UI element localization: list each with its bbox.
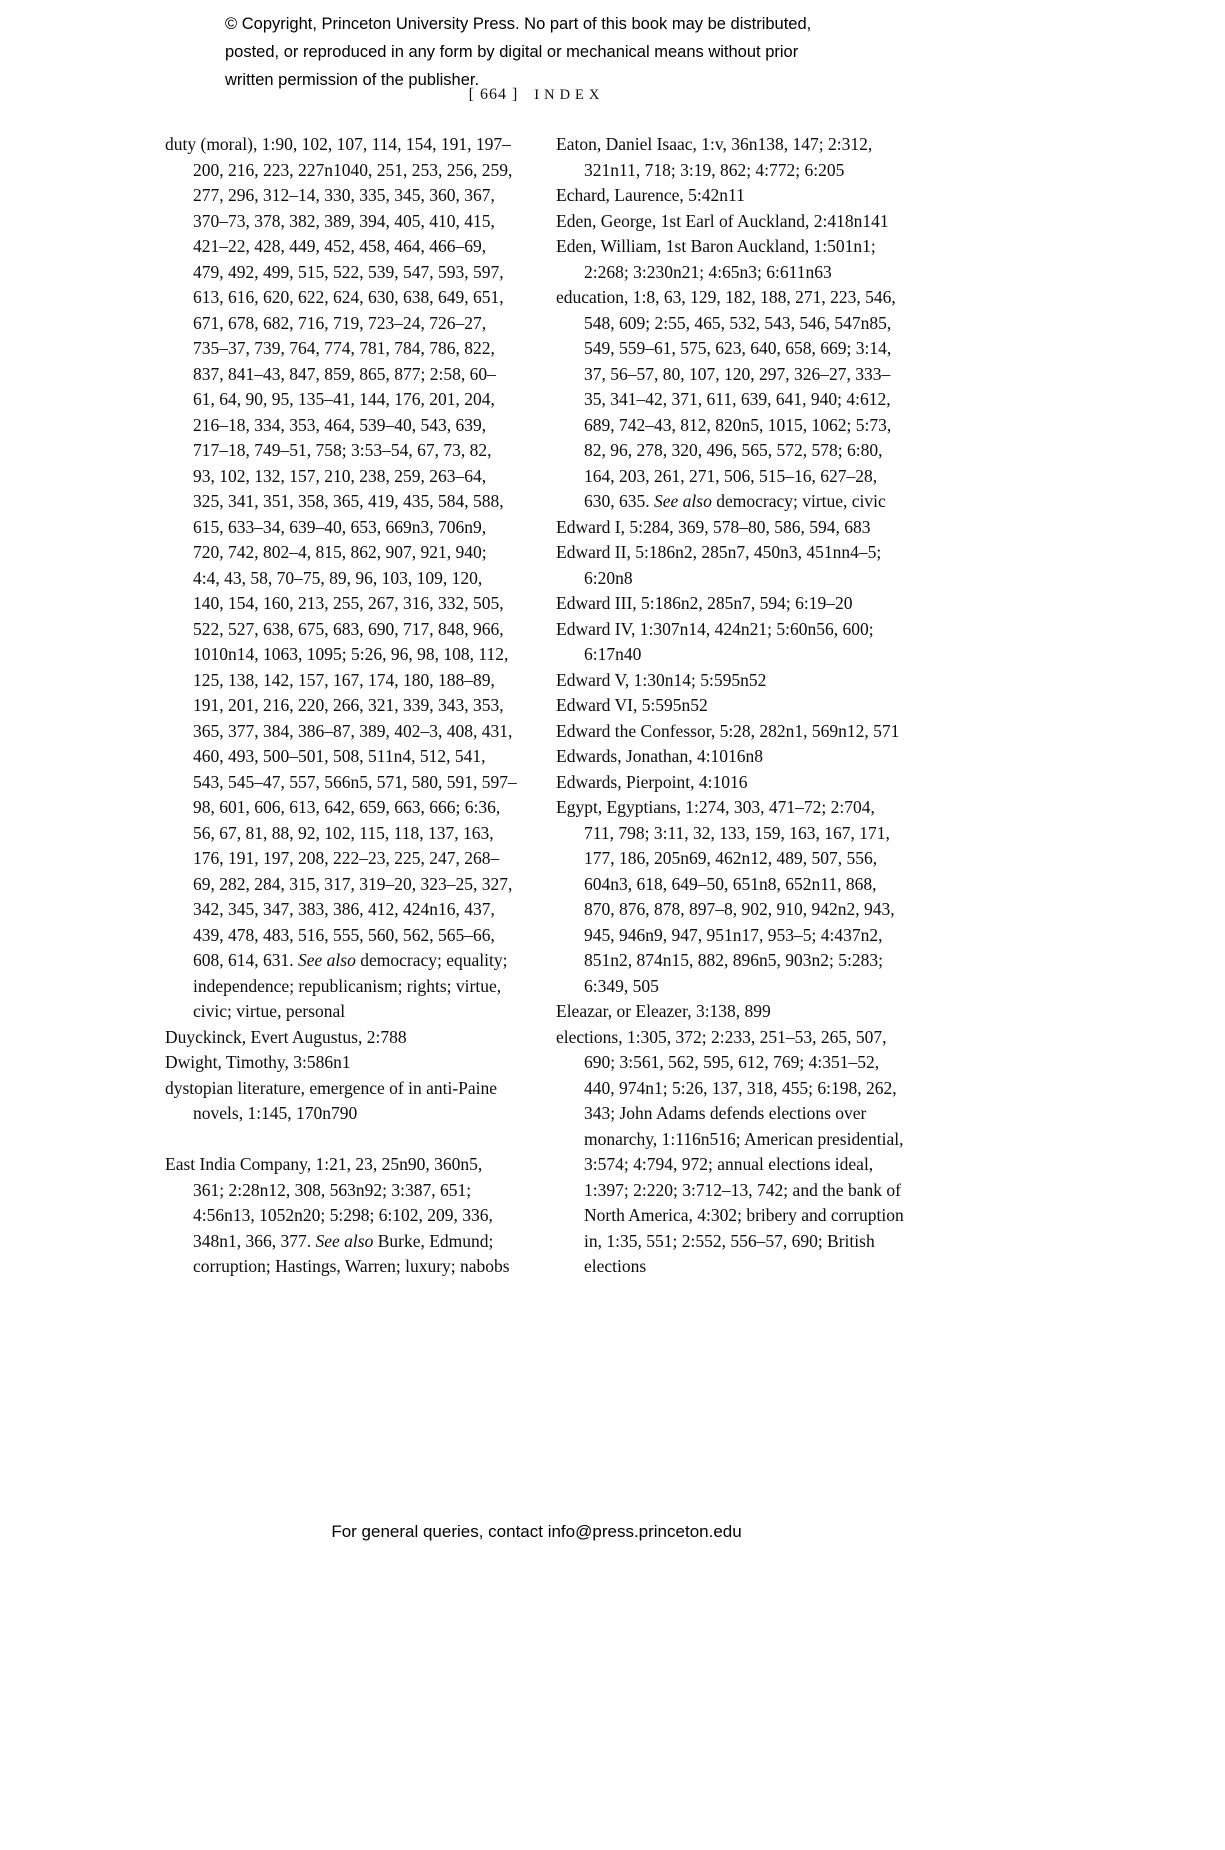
entry-text: Eaton, Daniel Isaac, 1:v, 36n138, 147; 2:312, 321n11, 718; 3:19, 862; 4:772; 6:205 — [556, 134, 873, 180]
page-number: [ 664 ] — [468, 86, 519, 103]
index-entry — [556, 744, 908, 770]
index-entry — [556, 668, 908, 694]
index-entry — [556, 999, 908, 1025]
entry-text: dystopian literature, emergence of in anti-Paine novels, 1:145, 170n790 — [165, 1077, 498, 1123]
index-entry — [556, 795, 908, 999]
index-entry — [165, 132, 517, 1025]
entry-text: democracy; virtue, civic — [711, 491, 886, 511]
index-entry — [556, 234, 908, 285]
index-entry — [556, 770, 908, 796]
entry-text: Edward V, 1:30n14; 5:595n52 — [556, 669, 767, 690]
entry-text: Burke, Edmund; corruption; Hastings, Warren; luxury; nabobs — [193, 1230, 510, 1276]
entry-text: Egypt, Egyptians, 1:274, 303, 471–72; 2:704, 711, 798; 3:11, 32, 133, 159, 163, 167, 171, 177, 186, 205n69, 462n12, 489, 507, 556, 604n3, 618, 649–50, 651n8, 652n11, 868, 870, 876, 878, 897–8, 902, 910, 942n2, 943, 945, 946n9, 947, 951n17, 953–5; 4:437n2, 851n2, 874n15, 882, 896n5, 903n2; 5:283; 6:349, 505 — [556, 797, 895, 996]
index-entry — [556, 693, 908, 719]
entry-text: Edward the Confessor, 5:28, 282n1, 569n12, 571 — [556, 720, 900, 741]
entry-text: Edward IV, 1:307n14, 424n21; 5:60n56, 600; 6:17n40 — [556, 618, 874, 664]
entry-text: Edwards, Jonathan, 4:1016n8 — [556, 746, 764, 766]
entry-text: Dwight, Timothy, 3:586n1 — [165, 1052, 351, 1072]
entry-text: Edward I, 5:284, 369, 578–80, 586, 594, 683 — [556, 516, 871, 537]
entry-text: Echard, Laurence, 5:42n11 — [556, 185, 745, 205]
entry-text: Edward III, 5:186n2, 285n7, 594; 6:19–20 — [556, 593, 853, 613]
entry-text: elections, 1:305, 372; 2:233, 251–53, 265, 507, 690; 3:561, 562, 595, 612, 769; 4:351–52, 440, 974n1; 5:26, 137, 318, 455; 6:198, 262, 343; John Adams defends elections over monarchy, 1:116n516; American presidential, 3:574; 4:794, 972; annual elections ideal, 1:397; 2:220; 3:712–13, 742; and the bank of North America, 4:302; bribery and corruption in, 1:35, 551; 2:552, 556–57, 690; British elections — [556, 1026, 904, 1276]
index-entry — [556, 515, 908, 541]
index-entry — [556, 183, 908, 209]
entry-text: Eleazar, or Eleazer, 3:138, 899 — [556, 1001, 771, 1021]
entry-text: East India Company, 1:21, 23, 25n90, 360n5, 361; 2:28n12, 308, 563n92; 3:387, 651; 4:56n13, 1052n20; 5:298; 6:102, 209, 336, 348n1, 366, 377. — [165, 1154, 493, 1251]
index-entry — [165, 1076, 517, 1127]
index-entry — [556, 591, 908, 617]
index-entry — [165, 1050, 517, 1076]
footer-queries-note: For general queries, contact info@press.princeton.edu — [331, 1522, 742, 1541]
index-columns — [165, 132, 908, 1280]
entry-text: duty (moral), 1:90, 102, 107, 114, 154, 191, 197–200, 216, 223, 227n1040, 251, 253, 256, 259, 277, 296, 312–14, 330, 335, 345, 360, 367, 370–73, 378, 382, 389, 394, 405, 410, 415, 421–22, 428, 449, 452, 458, 464, 466–69, 479, 492, 499, 515, 522, 539, 547, 593, 597, 613, 616, 620, 622, 624, 630, 638, 649, 651, 671, 678, 682, 716, 719, 723–24, 726–27, 735–37, 739, 764, 774, 781, 784, 786, 822, 837, 841–43, 847, 859, 865, 877; 2:58, 60–61, 64, 90, 95, 135–41, 144, 176, 201, 204, 216–18, 334, 353, 464, 539–40, 543, 639, 717–18, 749–51, 758; 3:53–54, 67, 73, 82, 93, 102, 132, 157, 210, 238, 259, 263–64, 325, 341, 351, 358, 365, 419, 435, 584, 588, 615, 633–34, 639–40, 653, 669n3, 706n9, 720, 742, 802–4, 815, 862, 907, 921, 940; 4:4, 43, 58, 70–75, 89, 96, 103, 109, 120, 140, 154, 160, 213, 255, 267, 316, 332, 505, 522, 527, 638, 675, 683, 690, 717, 848, 966, 1010n14, 1063, 1095; 5:26, 96, 98, 108, 112, 125, 138, 142, 157, 167, 174, 180, 188–89, 191, 201, 216, 220, 266, 321, 339, 343, 353, 365, 377, 384, 386–87, 389, 402–3, 408, 431, 460, 493, 500–501, 508, 511n4, 512, 541, 543, 545–47, 557, 566n5, 571, 580, 591, 597–98, 601, 606, 613, 642, 659, 663, 666; 6:36, 56, 67, 81, 88, 92, 102, 115, 118, 137, 163, 176, 191, 197, 208, 222–23, 225, 247, 268–69, 282, 284, 315, 317, 319–20, 323–25, 327, 342, 345, 347, 383, 386, 412, 424n16, 437, 439, 478, 483, 516, 555, 560, 562, 565–66, 608, 614, 631. — [165, 134, 517, 970]
index-entry — [556, 209, 908, 235]
index-entry — [556, 132, 908, 183]
page-header — [165, 86, 908, 104]
index-entry — [556, 540, 908, 591]
index-entry — [556, 1025, 908, 1280]
entry-text: Duyckinck, Evert Augustus, 2:788 — [165, 1026, 407, 1047]
entry-text: democracy; equality; independence; republicanism; rights; virtue, civic; virtue, personal — [193, 950, 508, 1021]
entry-text: Edward VI, 5:595n52 — [556, 695, 708, 715]
index-title: INDEX — [534, 87, 605, 103]
index-column-left — [165, 132, 517, 1280]
entry-text: Edward II, 5:186n2, 285n7, 450n3, 451nn4–5; 6:20n8 — [556, 542, 882, 588]
index-entry — [556, 719, 908, 745]
entry-text: Eden, George, 1st Earl of Auckland, 2:418n141 — [556, 210, 889, 231]
index-entry — [556, 285, 908, 515]
entry-text: Eden, William, 1st Baron Auckland, 1:501n1; 2:268; 3:230n21; 4:65n3; 6:611n63 — [556, 236, 876, 282]
copyright-notice: © Copyright, Princeton University Press. No part of this book may be distributed, posted, or reproduced in any form by digital or mechanical means without prior written permission of the publisher. — [225, 15, 812, 89]
see-also-label: See also — [654, 491, 712, 511]
see-also-label: See also — [315, 1230, 374, 1251]
see-also-label: See also — [298, 950, 356, 970]
entry-text: education, 1:8, 63, 129, 182, 188, 271, 223, 546, 548, 609; 2:55, 465, 532, 543, 546, 547n85, 549, 559–61, 575, 623, 640, 658, 669; 3:14, 37, 56–57, 80, 107, 120, 297, 326–27, 333–35, 341–42, 371, 611, 639, 641, 940; 4:612, 689, 742–43, 812, 820n5, 1015, 1062; 5:73, 82, 96, 278, 320, 496, 565, 572, 578; 6:80, 164, 203, 261, 271, 506, 515–16, 627–28, 630, 635. — [556, 287, 896, 511]
index-column-right — [556, 132, 908, 1280]
index-entry — [165, 1025, 517, 1051]
index-entry — [556, 617, 908, 668]
index-entry — [165, 1152, 517, 1280]
entry-text: Edwards, Pierpoint, 4:1016 — [556, 771, 748, 792]
